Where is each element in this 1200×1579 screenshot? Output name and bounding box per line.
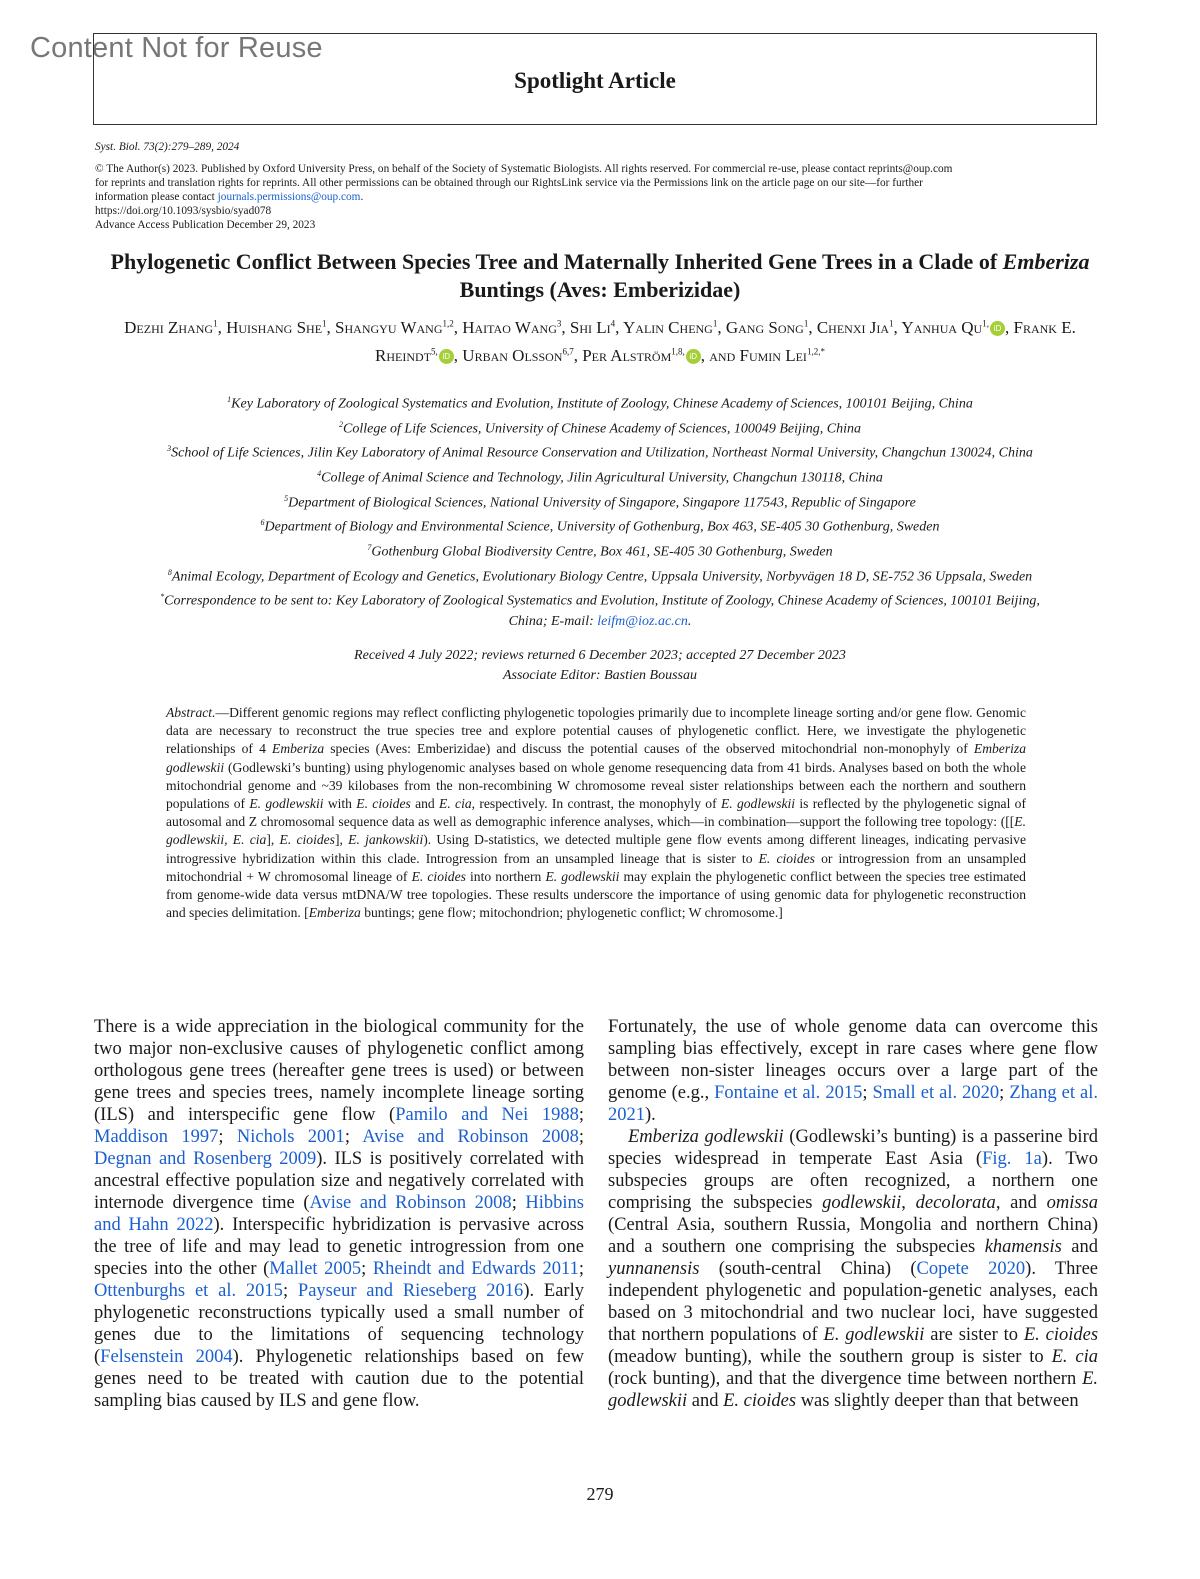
author: [124, 318, 226, 337]
abstract-text: with: [323, 796, 357, 812]
citation-link[interactable]: Maddison 1997: [94, 1127, 219, 1147]
taxon-name: godlewskii: [822, 1193, 902, 1213]
author-name: Huishang She: [226, 317, 323, 337]
copyright-text: information please contact: [95, 191, 218, 203]
abstract-taxon: Emberiza godlewskii: [166, 741, 1026, 775]
article-history: [100, 646, 1100, 686]
author-affiliation-marker: 6,7: [562, 346, 574, 357]
affiliation-marker: 1: [227, 395, 232, 404]
author-separator: ,: [717, 317, 726, 337]
abstract-taxon: E. godlewskii: [249, 796, 324, 812]
body-text: There is a wide appreciation in the biological community for the two major non-exclusive causes of phylogenetic conflict among orthologous gene trees (hereafter gene trees is used) or between gene trees and species trees, namely incomplete lineage sorting (ILS) and interspecific gene flow (: [94, 1017, 584, 1125]
author-affiliation-marker: 1: [803, 318, 809, 328]
author-affiliation-marker: 1: [322, 318, 327, 328]
author-name: Gang Song: [725, 317, 804, 337]
body-text: are sister to: [924, 1325, 1024, 1345]
citation-link[interactable]: Rheindt and Edwards 2011: [372, 1259, 579, 1279]
copyright-line-3: [95, 190, 1100, 204]
abstract-text: (Godlewski’s bunting) using phylogenomic analyses based on whole genome resequencing data from 41 birds. Analyses based on both the whole mitochondrial genome and ~39 kilobases from the non-recombining W chromosome reveal sister relationships between each the northern and southern populations of: [166, 759, 1026, 812]
body-text: ). Early phylogenetic reconstructions typically used a small number of genes due to the limitations of sequencing technology (: [94, 1281, 584, 1367]
body-text: ). Interspecific hybridization is pervasive across the tree of life and may lead to genetic introgression from one species into the other (: [94, 1215, 584, 1279]
body-text: ). Phylogenetic relationships based on few genes need to be treated with caution due to the potential sampling bias caused by ILS and gene flow.: [94, 1347, 584, 1411]
orcid-icon[interactable]: iD: [990, 321, 1005, 336]
correspondence-marker: *: [160, 592, 165, 602]
author: [226, 318, 335, 337]
author-affiliation-marker: 4: [610, 318, 616, 328]
body-text: ;: [578, 1259, 585, 1279]
paragraph: [608, 1016, 1098, 1126]
correspondence: [140, 587, 1060, 632]
author: [582, 346, 709, 365]
author-separator: ,: [326, 317, 336, 337]
correspondence-text: Correspondence to be sent to: Key Laboratory of Zoological Systematics and Evolution, Institute of Zoology, Chinese Academy of Sciences, 100101 Beijing, China; E-mail:: [164, 593, 1040, 629]
affiliation: [140, 513, 1060, 538]
citation-link[interactable]: Avise and Robinson 2008: [309, 1193, 512, 1213]
watermark: Content Not for Reuse: [30, 32, 323, 64]
title-part-2: Buntings (Aves: Emberizidae): [459, 277, 741, 302]
citation-link[interactable]: Hibbins and Hahn 2022: [94, 1193, 585, 1235]
author-affiliation-marker: 1: [712, 318, 718, 328]
author-affiliation-marker: 1: [213, 318, 218, 328]
body-text: ).: [645, 1105, 656, 1125]
author: [570, 318, 623, 337]
body-text: ;: [862, 1083, 873, 1103]
citation-link[interactable]: Avise and Robinson 2008: [362, 1127, 579, 1147]
author-affiliation-marker: 1: [889, 318, 894, 328]
taxon-name: E. cioides: [723, 1391, 797, 1411]
abstract-taxon: E. godlewskii: [720, 796, 796, 812]
title-part-1: Phylogenetic Conflict Between Species Tree and Maternally Inherited Gene Trees in a Clade of: [110, 249, 1003, 274]
body-text: Fortunately, the use of whole genome data can overcome this sampling bias effectively, except in rare cases where gene flow between non-sister lineages occurs over a large part of the genome (e.g.,: [608, 1017, 1098, 1103]
author-affiliation-marker: 1,2: [442, 318, 454, 328]
abstract-taxon: E. cioides: [356, 796, 411, 812]
body-text: , and: [995, 1193, 1047, 1213]
author-separator: ,: [453, 317, 463, 337]
body-column-left: [94, 1016, 584, 1412]
body-text: (Central Asia, southern Russia, Mongolia and northern China) and a southern one comprising the subspecies: [608, 1215, 1098, 1257]
body-text: (rock bunting), and that the divergence time between northern: [608, 1369, 1083, 1389]
author-list: [100, 311, 1100, 368]
advance-access-date: Advance Access Publication December 29, 2023: [95, 219, 316, 231]
abstract-taxon: E. godlewskii, E. cia: [166, 814, 1026, 848]
author: [726, 318, 817, 337]
body-text: ;: [578, 1127, 584, 1147]
taxon-name: E. godlewskii: [823, 1325, 925, 1345]
body-text: ). Three independent phylogenetic and population-genetic analyses, each based on 3 mitochondrial and two nuclear loci, have suggested that northern populations of: [608, 1259, 1098, 1345]
abstract-taxon: E. cia: [439, 796, 472, 812]
taxon-name: omissa: [1046, 1193, 1099, 1213]
affiliation: [140, 415, 1060, 440]
body-text: and: [687, 1391, 724, 1411]
author-name: Urban Olsson: [462, 346, 563, 366]
author-separator: ,: [561, 317, 570, 337]
author: [901, 318, 1013, 337]
affiliation: [140, 538, 1060, 563]
author-name: Frank E. Rheindt: [375, 317, 1076, 366]
affiliation: [140, 439, 1060, 464]
body-text: ). Two subspecies groups are often recognized, a northern one comprising the subspecies: [608, 1149, 1099, 1213]
affiliation-marker: 2: [338, 419, 343, 429]
abstract-text: may explain the phylogenetic conflict between the species tree estimated from genome-wide data versus mtDNA/W tree topologies. These results underscore the importance of using genomic data for phylogenetic reconstruction and species delimitation. [: [166, 868, 1026, 921]
abstract-text: , respectively. In contrast, the monophyly of: [471, 796, 721, 812]
orcid-icon[interactable]: iD: [439, 349, 454, 364]
body-text: (Godlewski’s bunting) is a passerine bird species widespread in temperate East Asia (: [608, 1127, 1098, 1169]
body-text: ;: [282, 1281, 298, 1301]
article-title: [100, 248, 1100, 304]
body-text: ;: [218, 1127, 237, 1147]
body-text: and: [1061, 1237, 1098, 1257]
author-name: Shangyu Wang: [335, 317, 443, 337]
author: [462, 346, 582, 365]
citation-link[interactable]: Degnan and Rosenberg 2009: [94, 1149, 317, 1169]
taxon-name: E. godlewskii: [608, 1369, 1098, 1411]
body-text: was slightly deeper than that between: [796, 1391, 1079, 1411]
author-separator: ,: [808, 317, 817, 337]
author-separator: ,: [453, 346, 463, 366]
received-dates: Received 4 July 2022; reviews returned 6 December 2023; accepted 27 December 2023: [354, 648, 846, 663]
affiliation: [140, 563, 1060, 588]
article-type-title: Spotlight Article: [514, 68, 676, 93]
taxon-name: E. cia: [1051, 1347, 1098, 1367]
taxon-name: E. cioides: [1023, 1325, 1099, 1345]
abstract-text: and: [410, 796, 440, 812]
doi-link[interactable]: https://doi.org/10.1093/sysbio/syad078: [95, 205, 272, 217]
title-genus: Emberiza: [1002, 249, 1090, 274]
body-text: (south-central China) (: [699, 1259, 917, 1279]
page-number: 279: [586, 1484, 614, 1504]
abstract-taxon: E. cioides: [279, 832, 335, 848]
author-name: Chenxi Jia: [816, 317, 890, 337]
author-separator: ,: [615, 317, 623, 337]
abstract-taxon: Emberiza: [272, 741, 325, 757]
author-separator: ,: [700, 346, 710, 366]
affiliation: [140, 390, 1060, 415]
author-separator: ,: [893, 317, 902, 337]
affiliation-text: Key Laboratory of Zoological Systematics and Evolution, Institute of Zoology, Chinese Academy of Sciences, 100101 Beijing, China: [231, 396, 973, 412]
abstract-text: buntings; gene flow; mitochondrion; phylogenetic conflict; W chromosome.]: [360, 905, 783, 921]
citation-link[interactable]: Nichols 2001: [236, 1127, 345, 1147]
author-affiliation-marker: 1,: [982, 318, 989, 328]
author-name: and Fumin Lei: [709, 346, 807, 366]
affiliation-text: Department of Biology and Environmental Science, University of Gothenburg, Box 463, SE-405 30 Gothenburg, Sweden: [264, 519, 940, 535]
author: [335, 318, 462, 337]
body-text: ,: [901, 1193, 916, 1213]
affiliation-marker: 6: [260, 518, 265, 528]
abstract-taxon: E. cioides: [411, 868, 466, 884]
paragraph: [94, 1016, 584, 1412]
author-name: Per Alström: [582, 346, 672, 366]
article-type-banner: [93, 33, 1097, 125]
affiliation-marker: 4: [317, 468, 322, 478]
paragraph: [608, 1126, 1098, 1412]
body-text: ). ILS is positively correlated with ancestral effective population size and negatively correlated with internode divergence time (: [94, 1149, 584, 1213]
citation-link[interactable]: Copete 2020: [916, 1259, 1026, 1279]
taxon-name: Emberiza godlewskii: [628, 1127, 784, 1147]
author-affiliation-marker: 1,8,: [671, 346, 685, 357]
body-text: ;: [511, 1193, 526, 1213]
author: [462, 318, 570, 337]
author: [623, 318, 726, 337]
body-column-right: [608, 1016, 1098, 1412]
copyright-line-2: for reprints and translation rights for reprints. All other permissions can be obtained through our RightsLink service via the Permissions link on the article page on our site—for further: [95, 177, 923, 189]
affiliation: [140, 489, 1060, 514]
body-text: ;: [361, 1259, 373, 1279]
affiliation-marker: 8: [167, 567, 172, 577]
taxon-name: khamensis: [984, 1237, 1062, 1257]
author-separator: ,: [217, 317, 227, 337]
abstract-text: ],: [266, 832, 280, 848]
body-text: ;: [999, 1083, 1010, 1103]
citation-link[interactable]: Felsenstein 2004: [100, 1347, 233, 1367]
author-affiliation-marker: 5,: [431, 346, 438, 357]
abstract-taxon: E. godlewskii: [545, 868, 620, 884]
correspondence-end: .: [687, 613, 692, 629]
copyright-line-1: © The Author(s) 2023. Published by Oxford University Press, on behalf of the Society of Systematic Biologists. All rights reserved. For commercial re-use, please contact reprints@oup.com: [95, 163, 953, 175]
author: [709, 346, 825, 365]
copyright-notice: [95, 162, 1100, 232]
affiliation-text: College of Animal Science and Technology, Jilin Agricultural University, Changchun 130118, China: [321, 470, 883, 486]
correspondence-email-link[interactable]: leifm@ioz.ac.cn: [597, 613, 688, 629]
abstract: [166, 704, 1026, 922]
author-name: Haitao Wang: [462, 317, 557, 337]
author-affiliation-marker: 3: [556, 318, 562, 328]
abstract-text: ). Using D-statistics, we detected multiple gene flow events among different lineages, indicating pervasive introgressive hybridization within this clade. Introgression from an unsampled lineage that is sister to: [166, 832, 1027, 866]
body-text: (meadow bunting), while the southern group is sister to: [608, 1347, 1052, 1367]
citation-link[interactable]: Pamilo and Nei 1988: [395, 1105, 579, 1125]
abstract-text: or introgression from an unsampled mitochondrial + W chromosomal lineage of: [166, 850, 1026, 884]
taxon-name: yunnanensis: [608, 1259, 700, 1279]
author: [817, 318, 902, 337]
abstract-taxon: E. jankowskii: [348, 832, 424, 848]
author-name: Dezhi Zhang: [124, 317, 214, 337]
journal-citation: [95, 140, 1100, 154]
author-name: Yalin Cheng: [623, 317, 713, 337]
citation-link[interactable]: Mallet 2005: [269, 1259, 362, 1279]
citation-link[interactable]: Fontaine et al. 2015: [714, 1083, 863, 1103]
associate-editor: Associate Editor: Bastien Boussau: [502, 668, 698, 683]
abstract-text: species (Aves: Emberizidae) and discuss the potential causes of the observed mitochondrial non-monophyly of: [324, 741, 974, 757]
affiliation-marker: 5: [284, 493, 289, 503]
abstract-text: —Different genomic regions may reflect conflicting phylogenetic topologies primarily due to incomplete lineage sorting and/or gene flow. Genomic data are necessary to reconstruct the true species tree and explore potential causes of phylogenetic conflict. Here, we investigate the phylogenetic relationships of 4: [166, 705, 1026, 757]
citation-line: Syst. Biol. 73(2):279–289, 2024: [95, 141, 240, 153]
author-name: Yanhua Qu: [901, 317, 983, 337]
author-separator: ,: [1004, 317, 1014, 337]
abstract-taxon: Emberiza: [308, 905, 361, 921]
affiliation: [140, 464, 1060, 489]
citation-link[interactable]: Ottenburghs et al. 2015: [94, 1281, 283, 1301]
citation-link[interactable]: Small et al. 2020: [872, 1083, 1000, 1103]
abstract-taxon: E. cioides: [758, 850, 815, 866]
abstract-text: is reflected by the phylogenetic signal of autosomal and Z chromosomal sequence data as well as demographic inference analyses, which—in combination—support the following tree topology: ([[: [166, 796, 1026, 830]
affiliation-list: [140, 390, 1060, 632]
affiliation-marker: 7: [367, 542, 372, 552]
taxon-name: decolorata: [915, 1193, 996, 1213]
affiliation-text: Animal Ecology, Department of Ecology and Genetics, Evolutionary Biology Centre, Uppsala University, Norbyvägen 18 D, SE-752 36 Uppsala, Sweden: [171, 569, 1033, 585]
author-name: Shi Li: [569, 317, 611, 337]
affiliation-text: Department of Biological Sciences, National University of Singapore, Singapore 117543, Republic of Singapore: [288, 495, 916, 511]
author-affiliation-marker: 1,2,*: [806, 346, 825, 357]
copyright-end: .: [360, 191, 364, 203]
abstract-text: ],: [334, 832, 349, 848]
permissions-email-link[interactable]: journals.permissions@oup.com: [217, 191, 361, 203]
abstract-label: Abstract.: [166, 705, 216, 720]
affiliation-text: Gothenburg Global Biodiversity Centre, Box 461, SE-405 30 Gothenburg, Sweden: [371, 544, 833, 560]
orcid-icon[interactable]: iD: [686, 349, 701, 364]
affiliation-marker: 3: [167, 444, 172, 454]
abstract-text: into northern: [465, 868, 546, 884]
body-text: ;: [578, 1105, 585, 1125]
author-separator: ,: [573, 346, 583, 366]
citation-link[interactable]: Fig. 1a: [982, 1149, 1042, 1169]
affiliation-text: School of Life Sciences, Jilin Key Laboratory of Animal Resource Conservation and Utilization, Northeast Normal University, Changchun 130024, China: [171, 445, 1033, 461]
body-text: ;: [344, 1127, 363, 1147]
citation-link[interactable]: Payseur and Rieseberg 2016: [297, 1281, 524, 1301]
citation-link[interactable]: Zhang et al. 2021: [608, 1083, 1099, 1125]
affiliation-text: College of Life Sciences, University of Chinese Academy of Sciences, 100049 Beijing, China: [342, 421, 861, 437]
